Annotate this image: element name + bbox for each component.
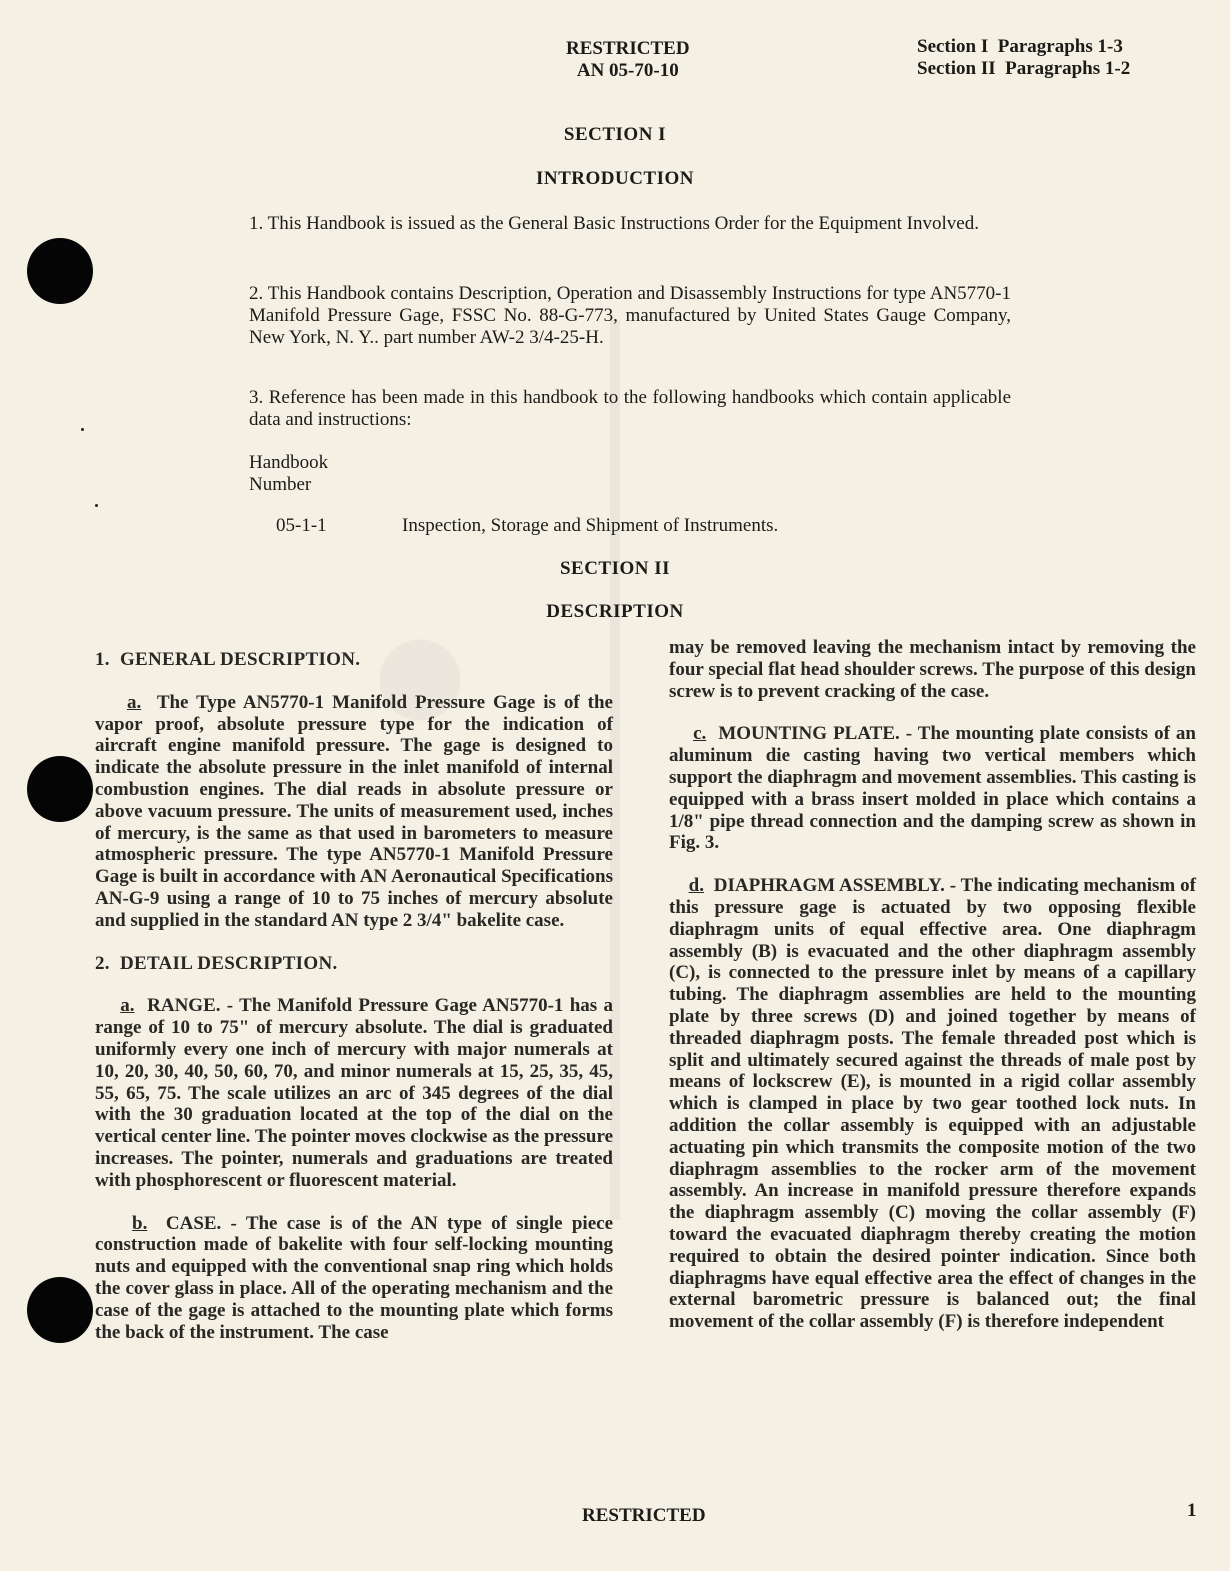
page-header-right (917, 36, 1130, 80)
intro-paragraph-2: 2. This Handbook contains Description, Operation and Disassembly Instructions for type AN5770-1 Manifold Pressure Gage, FSSC No. 88-G-773, manufactured by United States Gauge Company, New York, N. Y.. part number AW-2 3/4-25-H. (249, 283, 1011, 348)
header-section-ref-2: Section II Paragraphs 1-2 (917, 58, 1131, 79)
general-description-a-text: The Type AN5770-1 Manifold Pressure Gage is of the vapor proof, absolute pressure type for the indication of aircraft engine manifold pressure. The gage is designed to indicate the absolute pressure in the inlet manifold of internal combustion engines. The dial reads in absolute pressure or above vacuum pressure. The units of measurement used, inches of mercury, is the same as that used in barometers to measure atmospheric pressure. The type AN5770-1 Manifold Pressure Gage is built in accordance with AN Aeronautical Specifications AN-G-9 using a range of 10 to 75 inches of mercury absolute and supplied in the standard AN type 2 3/4" bakelite case. (95, 691, 613, 931)
left-column (95, 649, 613, 1343)
intro-paragraph-1: 1. This Handbook is issued as the General Basic Instructions Order for the Equipment Involved. (249, 213, 979, 234)
detail-item-case-continued: may be removed leaving the mechanism intact by removing the four special flat head shoulder screws. The purpose of this design screw is to prevent cracking of the case. (669, 637, 1196, 702)
ref-header-line-2: Number (249, 474, 312, 495)
section-2-title: SECTION II (559, 558, 671, 579)
item-letter: a. (120, 995, 135, 1017)
item-text: The Manifold Pressure Gage AN5770-1 has a range of 10 to 75" of mercury absolute. The dial is graduated uniformly every one inch of mercury with major numerals at 10, 20, 30, 40, 50, 60, 70, and minor numerals at 15, 25, 35, 45, 55, 65, 75. The scale utilizes an arc of 345 degrees of the dial with the 30 graduation located at the top of the dial on the vertical center line. The pointer moves clockwise as the pressure increases. The pointer, numerals and graduations are treated with phosphorescent or fluorescent material. (95, 995, 613, 1191)
detail-item-diaphragm-assembly (669, 875, 1196, 1333)
footer-classification: RESTRICTED (582, 1505, 706, 1526)
item-text: The mounting plate consists of an aluminum die casting having two vertical members which support the diaphragm and movement assemblies. This casting is equipped with a brass insert molded in place which contains a 1/8" pipe thread connection and the damping screw as shown in Fig. 3. (669, 723, 1196, 854)
item-title: CASE. - (165, 1212, 237, 1234)
section-1-title: SECTION I (563, 124, 667, 145)
binder-hole-bottom (27, 1277, 93, 1343)
detail-description-heading: 2. DETAIL DESCRIPTION. (95, 952, 338, 974)
section-1-subtitle: INTRODUCTION (535, 168, 695, 189)
header-classification: RESTRICTED (566, 38, 690, 59)
general-description-heading: 1. GENERAL DESCRIPTION. (95, 649, 361, 670)
item-letter: c. (693, 723, 707, 745)
section-2-subtitle: DESCRIPTION (546, 601, 684, 622)
ref-number: 05-1-1 (276, 515, 327, 536)
item-text: The case is of the AN type of single piece construction made of bakelite with four self-locking mounting nuts and equipped with the conventional snap ring which holds the cover glass in place. All of the operating mechanism and the case of the gage is attached to the mounting plate which forms the back of the instrument. The case (95, 1212, 614, 1343)
item-letter: a. (126, 691, 142, 713)
speck (81, 428, 84, 431)
page-header-left (566, 38, 690, 82)
right-column (669, 637, 1196, 1333)
item-title: MOUNTING PLATE. - (718, 723, 913, 745)
detail-item-case (95, 1213, 613, 1344)
general-description-a (95, 692, 613, 932)
page-number: 1 (1187, 1500, 1197, 1521)
header-section-ref-1: Section I Paragraphs 1-3 (917, 36, 1123, 57)
item-text: The indicating mechanism of this pressure gage is actuated by two opposing flexible diaphragm units of equal effective area. One diaphragm assembly (B) is evacuated and the other diaphragm assembly (C), is connected to the pressure inlet by means of a capillary tubing. The diaphragm assemblies are held to the mounting plate by three screws (D) and joined together by means of threaded diaphragm posts. The female threaded post which is split and ultimately secured against the threads of male post by means of lockscrew (E), is mounted in a rigid collar assembly which is clamped in place by two gear toothed lock nuts. In addition the collar assembly is equipped with an adjustable actuating pin which transmits the composite motion of the two diaphragm assemblies to the rocker arm of the movement assembly. An increase in manifold pressure therefore expands the diaphragm assembly (C) moving the collar assembly (F) toward the evacuated diaphragm thereby creating the motion required to obtain the desired pointer indication. Since both diaphragms have equal effective area the effect of changes in the external barometric pressure is balanced out; the final movement of the collar assembly (F) is therefore independent (669, 875, 1196, 1333)
detail-item-mounting-plate (669, 723, 1196, 854)
binder-hole-middle (27, 756, 93, 822)
reference-table-header (249, 452, 328, 496)
item-letter: b. (132, 1212, 148, 1234)
reference-table-row (276, 515, 778, 537)
binder-hole-top (27, 238, 93, 304)
item-title: DIAPHRAGM ASSEMBLY. - (713, 875, 957, 897)
intro-paragraph-3: 3. Reference has been made in this handbook to the following handbooks which contain applicable data and instructions: (249, 387, 1011, 430)
header-doc-number: AN 05-70-10 (576, 60, 679, 81)
ref-title: Inspection, Storage and Shipment of Instruments. (402, 515, 779, 536)
item-title: RANGE. - (147, 995, 234, 1017)
speck (95, 504, 98, 507)
item-letter: d. (688, 875, 704, 897)
detail-item-range (95, 995, 613, 1191)
ref-header-line-1: Handbook (249, 452, 329, 473)
